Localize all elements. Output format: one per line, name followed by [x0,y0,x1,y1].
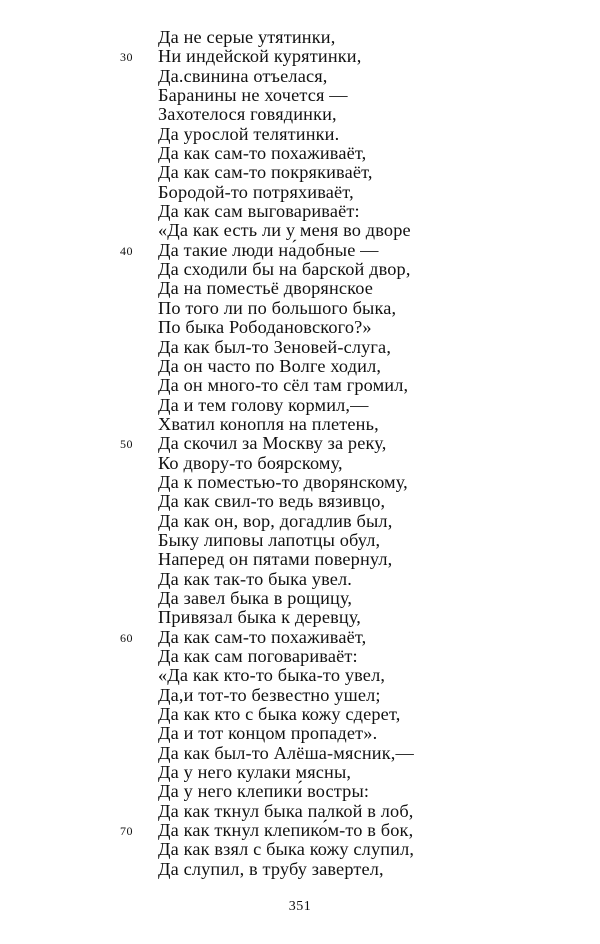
poem-line [0,531,600,550]
poem-line [0,608,600,627]
poem-line [0,105,600,124]
line-number: 50 [120,437,133,452]
verse-text: Ко двору-то боярскому, [158,452,343,473]
verse-text: Да.свинина отъелася, [158,65,328,86]
verse-text: Наперед он пятами повернул, [158,549,393,570]
poem-line [0,492,600,511]
poem-line [0,763,600,782]
verse-text: Баранины не хочется — [158,85,348,106]
poem-line [0,473,600,492]
poem-line [0,279,600,298]
line-number: 60 [120,630,133,645]
verse-text: Да как так-то быка увел. [158,568,353,589]
verse-text: «Да как кто-то быка-то увел, [158,665,386,686]
verse-text: Захотелося говядинки, [158,104,337,125]
verse-text: Да такие люди на́добные — [158,239,379,260]
verse-text: Ни индейской курятинки, [158,46,362,67]
poem-line [0,86,600,105]
poem-line [0,183,600,202]
poem-line [0,589,600,608]
poem-line [0,357,600,376]
poem-line [0,338,600,357]
poem-line [0,241,600,260]
verse-text: По быка Рободановского?» [158,317,372,338]
poem-line [0,705,600,724]
verse-text: Да как сам поговариваёт: [158,646,358,666]
line-number: 70 [120,824,133,839]
poem-line [0,724,600,743]
verse-text: Да завел быка в рощицу, [158,587,353,608]
poem-line [0,744,600,763]
poem-line [0,415,600,434]
poem-line [0,821,600,840]
poem-line [0,260,600,279]
poem-line [0,686,600,705]
verse-text: Да как ткнул быка палкой в лоб, [158,800,414,821]
verse-text: Хватил конопля на плетень, [158,413,379,434]
verse-text: По того ли по большого быка, [158,297,397,318]
line-number: 30 [120,50,133,65]
verse-text: Да и тот концом пропадет». [158,723,378,744]
poem-line [0,434,600,453]
verse-text: Бородой-то потряхиваёт, [158,181,354,202]
poem-line [0,666,600,685]
verse-text: Быку липовы лапотцы обул, [158,529,381,550]
verse-text: Да у него кулаки мясны, [158,762,352,783]
poem-line [0,299,600,318]
verse-text: Привязал быка к деревцу, [158,607,362,628]
page-number: 351 [288,899,312,914]
poem-line [0,512,600,531]
verse-text: Да как сам-то похаживаёт, [158,626,367,647]
verse-text: Да как был-то Зеновей-слуга, [158,336,392,357]
verse-text: Да он часто по Волге ходил, [158,355,382,376]
poem-text [0,28,600,879]
verse-text: Да к поместью-то дворянскому, [158,471,408,492]
poem-line [0,221,600,240]
verse-text: Да как ткнул клепико́м-то в бок, [158,820,414,841]
poem-line [0,163,600,182]
poem-line [0,28,600,47]
poem-line [0,570,600,589]
verse-text: Да как сам выговариваёт: [158,201,360,222]
poem-line [0,860,600,879]
poem-line [0,550,600,569]
verse-text: Да как взял с быка кожу слупил, [158,839,415,860]
poem-line [0,782,600,801]
poem-line [0,802,600,821]
poem-line [0,454,600,473]
poem-line [0,125,600,144]
poem-line [0,47,600,66]
verse-text: Да как он, вор, догадлив был, [158,510,393,531]
verse-text: Да скочил за Москву за реку, [158,433,387,454]
poem-line [0,628,600,647]
poem-line [0,202,600,221]
verse-text: Да на поместьё дворянское [158,278,374,299]
verse-text: Да у него клепики́ востры: [158,781,370,802]
verse-text: Да как сам-то покрякиваёт, [158,162,373,183]
verse-text: Да сходили бы на барской двор, [158,259,411,280]
verse-text: Да как был-то Алёша-мясник,— [158,742,414,763]
line-number: 40 [120,243,133,258]
verse-text: Да урослой телятинки. [158,123,340,144]
verse-text: Да как свил-то ведь вязивцо, [158,491,386,512]
verse-text: Да не серые утятинки, [158,27,336,47]
verse-text: Да слупил, в трубу завертел, [158,858,384,879]
poem-line [0,318,600,337]
poem-line [0,67,600,86]
poem-line [0,840,600,859]
verse-text: Да он много-то сёл там громил, [158,375,409,396]
verse-text: Да и тем голову кормил,— [158,394,369,415]
poem-line [0,144,600,163]
verse-text: Да как кто с быка кожу сдерет, [158,704,401,725]
poem-line [0,396,600,415]
verse-text: Да как сам-то похаживаёт, [158,143,367,164]
verse-text: Да,и тот-то безвестно ушел; [158,684,381,705]
poem-line [0,376,600,395]
poem-line [0,647,600,666]
verse-text: «Да как есть ли у меня во дворе [158,220,411,241]
